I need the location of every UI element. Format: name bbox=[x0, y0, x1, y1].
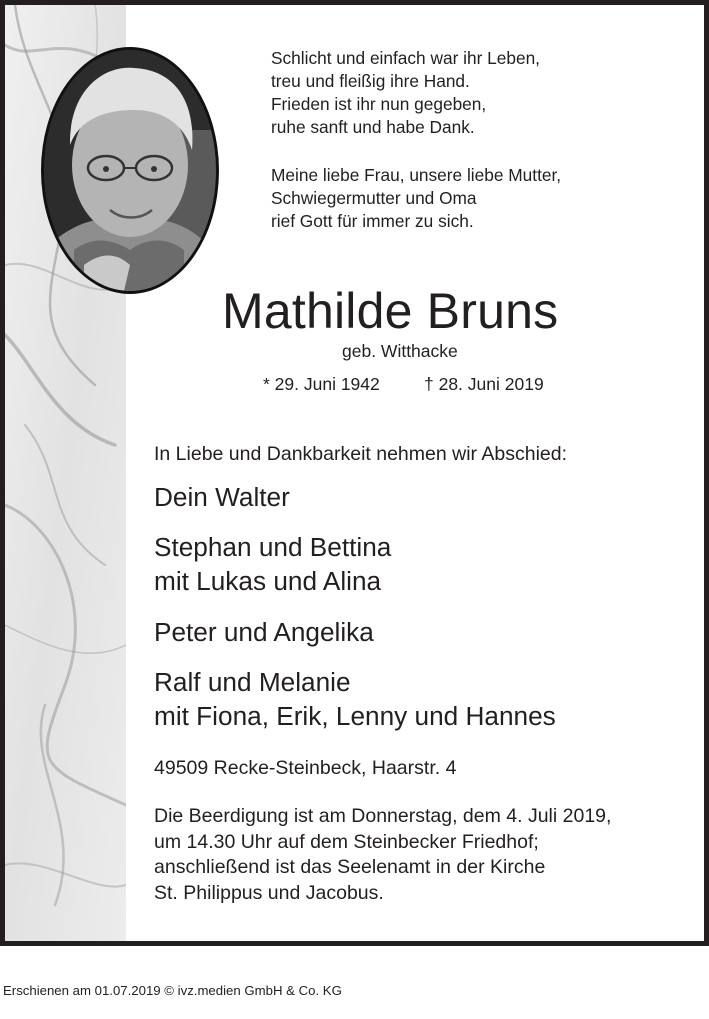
dedication-line: Schwiegermutter und Oma bbox=[271, 188, 477, 208]
funeral-line: um 14.30 Uhr auf dem Steinbecker Friedhof; bbox=[154, 830, 539, 853]
family-name: Stephan und Bettina bbox=[154, 532, 392, 562]
family-name: Ralf und Melanie bbox=[154, 667, 351, 697]
deceased-name: Mathilde Bruns bbox=[222, 283, 559, 339]
poem-verse bbox=[271, 47, 540, 139]
funeral-line: St. Philippus und Jacobus. bbox=[154, 881, 384, 904]
poem-line: Schlicht und einfach war ihr Leben, bbox=[271, 48, 540, 68]
publication-footer: Erschienen am 01.07.2019 © ivz.medien GmbH & Co. KG bbox=[3, 983, 342, 998]
funeral-details bbox=[154, 804, 611, 906]
farewell-text: In Liebe und Dankbarkeit nehmen wir Abschied: bbox=[154, 443, 568, 465]
family-name: Dein Walter bbox=[154, 482, 290, 512]
birth-date: * 29. Juni 1942 bbox=[263, 374, 380, 394]
portrait-photo bbox=[41, 47, 219, 294]
dedication-line: rief Gott für immer zu sich. bbox=[271, 211, 474, 231]
dedication-text bbox=[271, 164, 561, 233]
poem-line: Frieden ist ihr nun gegeben, bbox=[271, 94, 487, 114]
family-entry bbox=[154, 480, 290, 514]
family-address: 49509 Recke-Steinbeck, Haarstr. 4 bbox=[154, 757, 457, 779]
portrait-image bbox=[44, 50, 216, 291]
funeral-line: anschließend ist das Seelenamt in der Kirche bbox=[154, 856, 546, 878]
maiden-name: geb. Witthacke bbox=[342, 341, 458, 361]
poem-line: ruhe sanft und habe Dank. bbox=[271, 117, 475, 137]
dedication-line: Meine liebe Frau, unsere liebe Mutter, bbox=[271, 165, 562, 185]
family-entry bbox=[154, 665, 556, 733]
family-entry bbox=[154, 615, 374, 649]
funeral-line: Die Beerdigung ist am Donnerstag, dem 4. Juli 2019, bbox=[154, 805, 612, 827]
poem-line: treu und fleißig ihre Hand. bbox=[271, 71, 470, 91]
death-date: † 28. Juni 2019 bbox=[424, 374, 544, 394]
family-entry bbox=[154, 530, 391, 598]
family-children: mit Lukas und Alina bbox=[154, 566, 382, 596]
family-children: mit Fiona, Erik, Lenny und Hannes bbox=[154, 701, 556, 731]
family-name: Peter und Angelika bbox=[154, 617, 374, 647]
